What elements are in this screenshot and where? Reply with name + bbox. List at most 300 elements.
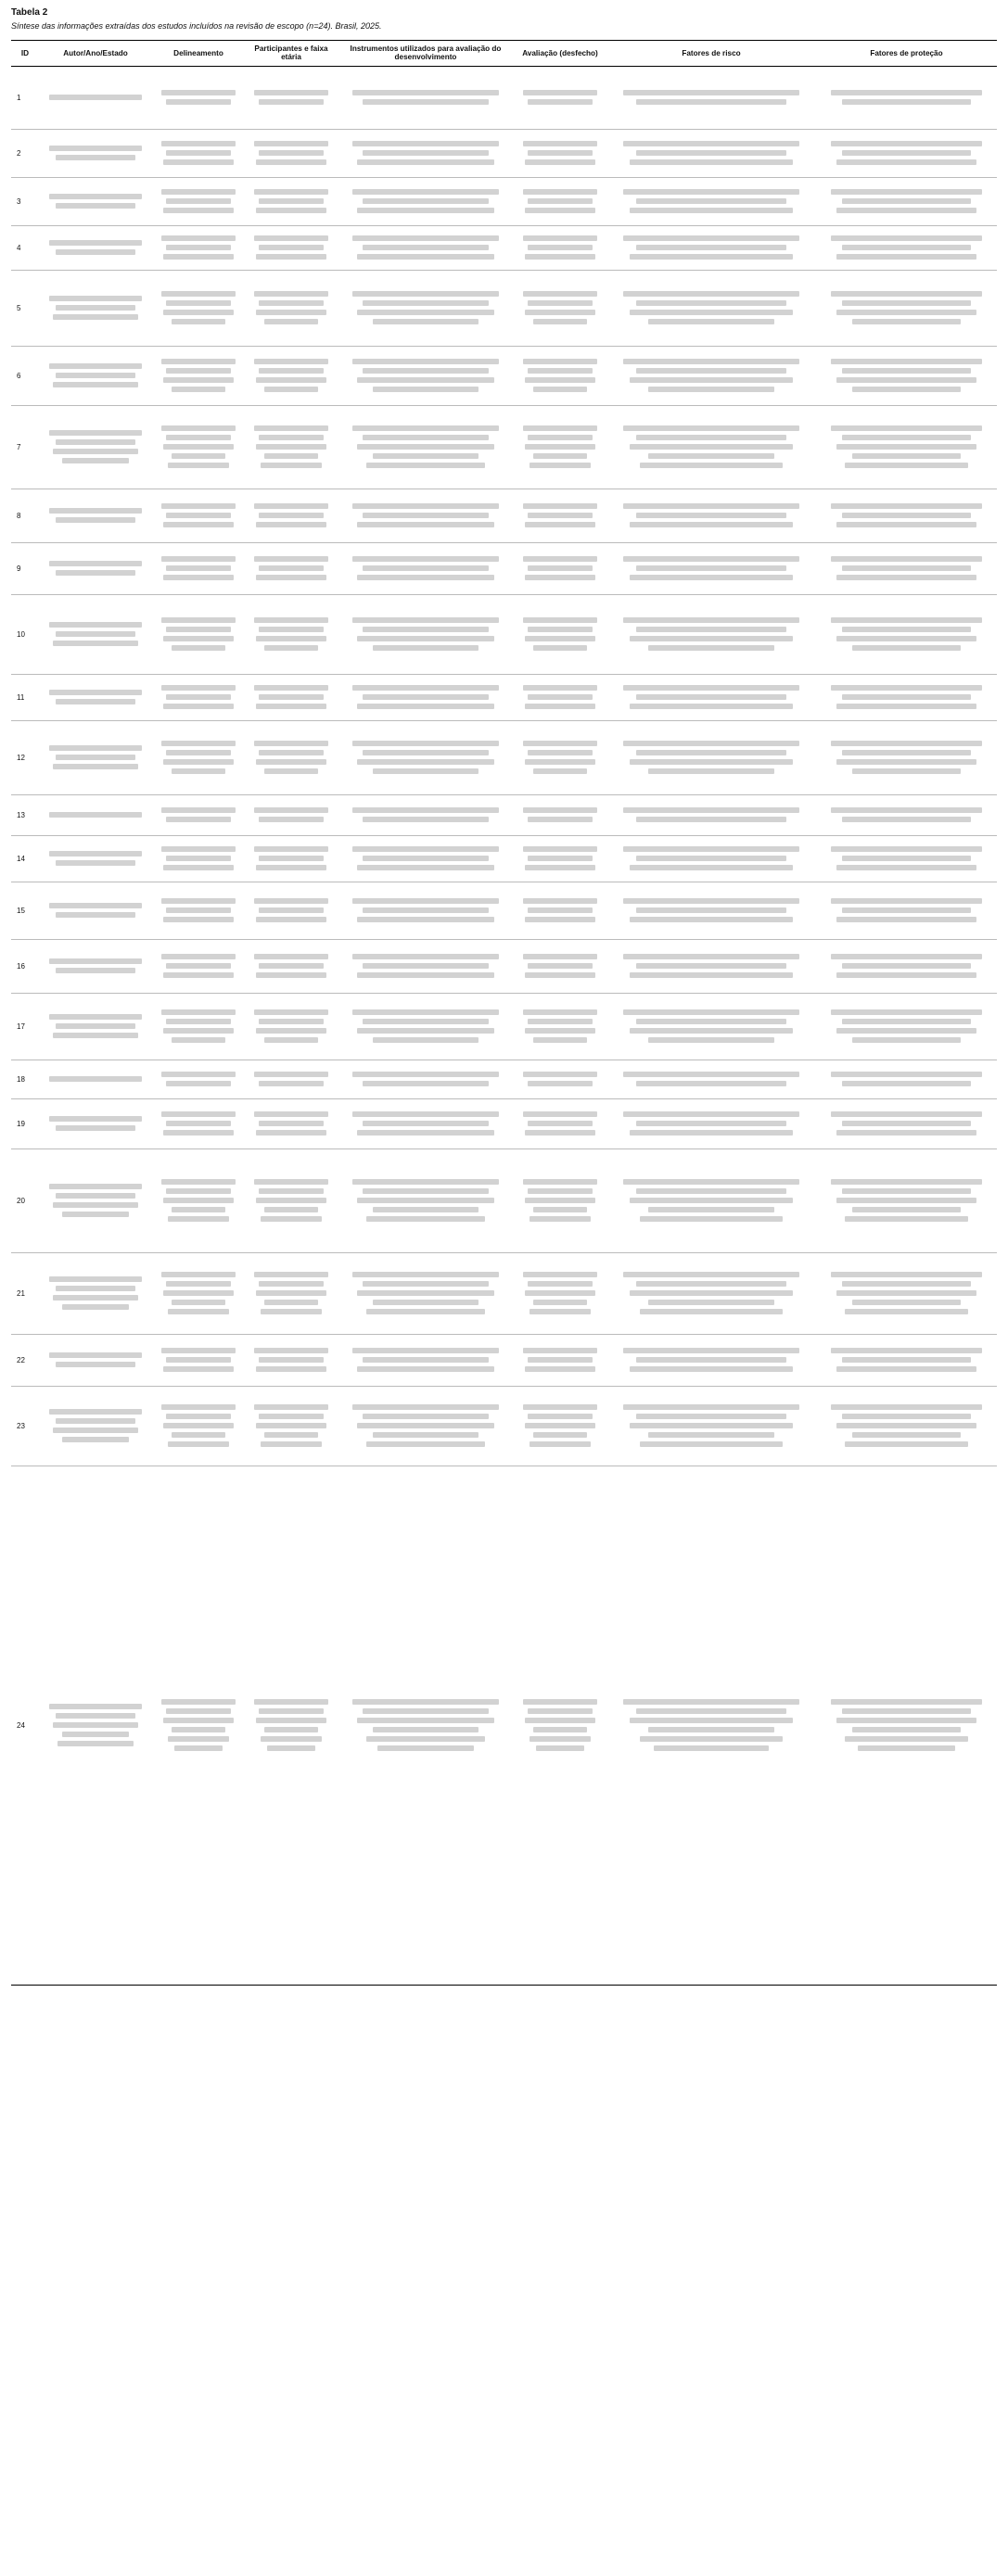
cell-author [39,720,152,794]
placeholder-line [357,759,493,765]
placeholder-line [352,1404,499,1410]
placeholder-line [163,310,233,315]
placeholder-line [163,865,233,870]
placeholder-line [352,1009,499,1015]
placeholder-line [842,963,972,969]
text-placeholder [819,616,994,652]
table-row [11,1098,997,1148]
cell-design [152,177,245,225]
placeholder-line [264,645,318,651]
placeholder-line [845,1736,967,1742]
text-placeholder [42,1115,149,1132]
cell-design [152,1334,245,1386]
text-placeholder [340,1110,511,1136]
cell-outcome [514,993,606,1060]
cell-author [39,794,152,835]
placeholder-line [845,1441,967,1447]
text-placeholder [42,621,149,647]
text-placeholder [609,1698,813,1752]
cell-participants [245,1252,338,1334]
cell-protective-factors [816,1060,997,1098]
header-design: Delineamento [152,41,245,67]
text-placeholder [819,684,994,710]
placeholder-line [357,208,493,213]
placeholder-line [636,694,787,700]
placeholder-line [363,198,489,204]
header-participants: Participantes e faixa etária [245,41,338,67]
placeholder-line [166,856,231,861]
text-placeholder [819,89,994,106]
table-row [11,1060,997,1098]
placeholder-line [56,1125,135,1131]
text-placeholder [155,1698,242,1752]
placeholder-line [56,699,135,704]
placeholder-line [62,1437,129,1442]
placeholder-line [528,435,593,440]
cell-protective-factors [816,720,997,794]
cell-id: 24 [11,1466,39,1985]
placeholder-line [259,1019,324,1024]
cell-protective-factors [816,405,997,489]
placeholder-line [836,575,976,580]
placeholder-line [528,1281,593,1287]
placeholder-line [161,954,236,959]
placeholder-line [161,617,236,623]
text-placeholder [340,616,511,652]
placeholder-line [259,1414,324,1419]
text-placeholder [42,689,149,705]
placeholder-line [56,1193,135,1199]
placeholder-line [852,1727,961,1732]
placeholder-line [636,1414,787,1419]
placeholder-line [842,627,972,632]
placeholder-line [648,1037,774,1043]
placeholder-line [254,1404,329,1410]
text-placeholder [340,740,511,775]
text-placeholder [248,1403,335,1448]
placeholder-line [636,150,787,156]
placeholder-line [352,1179,499,1185]
cell-outcome [514,225,606,270]
text-placeholder [609,616,813,652]
text-placeholder [819,1110,994,1136]
cell-id: 5 [11,270,39,346]
placeholder-line [623,189,798,195]
text-placeholder [340,235,511,260]
placeholder-line [357,254,493,260]
cell-author [39,1334,152,1386]
text-placeholder [248,1347,335,1373]
placeholder-line [166,817,231,822]
cell-risk-factors [606,1466,816,1985]
placeholder-line [523,141,598,146]
placeholder-line [254,141,329,146]
cell-design [152,1386,245,1466]
text-placeholder [340,188,511,214]
table-row [11,835,997,882]
text-placeholder [42,1275,149,1311]
placeholder-line [852,1432,961,1438]
placeholder-line [831,846,982,852]
text-placeholder [42,560,149,577]
placeholder-line [852,1300,961,1305]
text-placeholder [819,358,994,393]
placeholder-line [377,1745,473,1751]
placeholder-line [256,1198,325,1203]
text-placeholder [609,290,813,325]
placeholder-line [352,291,499,297]
text-placeholder [609,1178,813,1223]
placeholder-line [259,627,324,632]
placeholder-line [528,150,593,156]
placeholder-line [166,565,231,571]
placeholder-line [254,1179,329,1185]
placeholder-line [174,1745,223,1751]
cell-instruments [338,225,514,270]
placeholder-line [525,310,594,315]
cell-outcome [514,1098,606,1148]
placeholder-line [161,898,236,904]
placeholder-line [528,1081,593,1086]
placeholder-line [636,1019,787,1024]
cell-author [39,66,152,129]
placeholder-line [623,1111,798,1117]
text-placeholder [42,193,149,209]
placeholder-line [168,463,229,468]
cell-id: 19 [11,1098,39,1148]
placeholder-line [264,1300,318,1305]
placeholder-line [49,430,142,436]
placeholder-line [852,1207,961,1212]
cell-outcome [514,794,606,835]
studies-table [11,40,997,1986]
cell-risk-factors [606,66,816,129]
placeholder-line [525,704,594,709]
placeholder-line [845,1216,967,1222]
cell-id: 8 [11,489,39,542]
cell-protective-factors [816,835,997,882]
placeholder-line [254,1699,329,1705]
placeholder-line [49,1409,142,1415]
placeholder-line [256,865,325,870]
cell-outcome [514,594,606,674]
placeholder-line [366,1216,486,1222]
cell-instruments [338,1060,514,1098]
text-placeholder [248,1271,335,1315]
placeholder-line [172,1207,225,1212]
cell-instruments [338,594,514,674]
cell-author [39,835,152,882]
placeholder-line [352,425,499,431]
text-placeholder [155,1009,242,1044]
placeholder-line [62,458,129,463]
cell-risk-factors [606,882,816,939]
placeholder-line [259,817,324,822]
cell-risk-factors [606,225,816,270]
placeholder-line [49,903,142,908]
table-row [11,66,997,129]
placeholder-line [533,453,587,459]
cell-author [39,1386,152,1466]
placeholder-line [845,1309,967,1314]
cell-participants [245,346,338,405]
placeholder-line [640,1309,783,1314]
placeholder-line [172,453,225,459]
cell-protective-factors [816,129,997,177]
text-placeholder [819,1271,994,1315]
cell-author [39,1060,152,1098]
placeholder-line [842,368,972,374]
placeholder-line [831,189,982,195]
table-row [11,270,997,346]
placeholder-line [842,435,972,440]
cell-outcome [514,1060,606,1098]
placeholder-line [256,1366,325,1372]
placeholder-line [49,745,142,751]
placeholder-line [654,1745,768,1751]
placeholder-line [842,1708,972,1714]
placeholder-line [630,704,793,709]
placeholder-line [363,963,489,969]
placeholder-line [523,425,598,431]
table-row [11,674,997,720]
placeholder-line [254,954,329,959]
cell-author [39,489,152,542]
placeholder-line [630,1366,793,1372]
placeholder-line [363,1708,489,1714]
placeholder-line [525,1130,594,1136]
cell-id: 13 [11,794,39,835]
placeholder-line [256,759,325,765]
cell-design [152,882,245,939]
cell-design [152,225,245,270]
text-placeholder [155,845,242,871]
placeholder-line [636,1188,787,1194]
text-placeholder [155,953,242,979]
placeholder-line [357,1423,493,1428]
text-placeholder [819,555,994,581]
placeholder-line [845,463,967,468]
placeholder-line [161,1699,236,1705]
placeholder-line [842,1121,972,1126]
placeholder-line [523,898,598,904]
cell-participants [245,720,338,794]
text-placeholder [155,897,242,923]
placeholder-line [363,150,489,156]
placeholder-line [254,359,329,364]
placeholder-line [163,1290,233,1296]
placeholder-line [530,1736,591,1742]
text-placeholder [340,806,511,823]
text-placeholder [609,953,813,979]
placeholder-line [172,319,225,324]
placeholder-line [852,768,961,774]
placeholder-line [267,1745,316,1751]
text-placeholder [517,1347,604,1373]
placeholder-line [636,1081,787,1086]
text-placeholder [248,1071,335,1087]
placeholder-line [523,1348,598,1353]
placeholder-line [161,503,236,509]
placeholder-line [630,917,793,922]
text-placeholder [819,502,994,528]
placeholder-line [259,368,324,374]
placeholder-line [161,425,236,431]
text-placeholder [42,1013,149,1039]
placeholder-line [523,685,598,691]
placeholder-line [259,1281,324,1287]
placeholder-line [648,768,774,774]
placeholder-line [363,435,489,440]
text-placeholder [340,897,511,923]
text-placeholder [248,1009,335,1044]
placeholder-line [352,556,499,562]
placeholder-line [256,704,325,709]
placeholder-line [836,1366,976,1372]
placeholder-line [640,1441,783,1447]
text-placeholder [819,1698,994,1752]
text-placeholder [155,616,242,652]
placeholder-line [56,305,135,311]
placeholder-line [352,359,499,364]
placeholder-line [256,575,325,580]
cell-id: 12 [11,720,39,794]
text-placeholder [42,1075,149,1083]
placeholder-line [836,1028,976,1034]
text-placeholder [42,507,149,524]
placeholder-line [852,1037,961,1043]
text-placeholder [248,1110,335,1136]
placeholder-line [56,1713,135,1719]
placeholder-line [623,846,798,852]
text-placeholder [517,953,604,979]
placeholder-line [352,90,499,95]
placeholder-line [259,1357,324,1363]
cell-design [152,835,245,882]
cell-id: 17 [11,993,39,1060]
text-placeholder [155,140,242,166]
placeholder-line [842,750,972,755]
cell-id: 4 [11,225,39,270]
placeholder-line [636,300,787,306]
cell-design [152,129,245,177]
placeholder-line [264,1037,318,1043]
placeholder-line [525,444,594,450]
cell-author [39,939,152,993]
placeholder-line [842,856,972,861]
cell-participants [245,270,338,346]
cell-risk-factors [606,835,816,882]
cell-instruments [338,1466,514,1985]
placeholder-line [254,291,329,297]
placeholder-line [254,235,329,241]
cell-participants [245,882,338,939]
placeholder-line [53,449,139,454]
placeholder-line [259,435,324,440]
cell-protective-factors [816,674,997,720]
text-placeholder [819,235,994,260]
cell-risk-factors [606,1098,816,1148]
text-placeholder [340,555,511,581]
text-placeholder [517,425,604,469]
placeholder-line [528,1357,593,1363]
placeholder-line [523,1404,598,1410]
placeholder-line [254,189,329,195]
placeholder-line [630,972,793,978]
cell-outcome [514,720,606,794]
placeholder-line [352,1111,499,1117]
text-placeholder [819,845,994,871]
placeholder-line [259,856,324,861]
cell-design [152,66,245,129]
placeholder-line [528,245,593,250]
text-placeholder [609,1403,813,1448]
placeholder-line [636,627,787,632]
cell-instruments [338,1098,514,1148]
cell-author [39,225,152,270]
placeholder-line [264,1207,318,1212]
placeholder-line [525,1366,594,1372]
placeholder-line [630,1198,793,1203]
placeholder-line [259,694,324,700]
cell-author [39,1252,152,1334]
placeholder-line [49,1276,142,1282]
placeholder-line [166,513,231,518]
cell-risk-factors [606,939,816,993]
cell-author [39,993,152,1060]
placeholder-line [163,208,233,213]
placeholder-line [49,812,142,818]
placeholder-line [352,1272,499,1277]
placeholder-line [62,1304,129,1310]
cell-author [39,594,152,674]
text-placeholder [340,953,511,979]
placeholder-line [357,1198,493,1203]
placeholder-line [363,907,489,913]
placeholder-line [357,704,493,709]
placeholder-line [161,1272,236,1277]
placeholder-line [161,741,236,746]
placeholder-line [53,1033,139,1038]
placeholder-line [56,912,135,918]
placeholder-line [166,368,231,374]
cell-outcome [514,405,606,489]
text-placeholder [340,358,511,393]
placeholder-line [836,1290,976,1296]
placeholder-line [163,159,233,165]
placeholder-line [523,1072,598,1077]
text-placeholder [340,1347,511,1373]
placeholder-line [533,645,587,651]
text-placeholder [248,897,335,923]
placeholder-line [49,1014,142,1020]
placeholder-line [163,1423,233,1428]
placeholder-line [357,1366,493,1372]
cell-author [39,177,152,225]
text-placeholder [155,555,242,581]
placeholder-line [256,917,325,922]
placeholder-line [528,817,593,822]
text-placeholder [248,140,335,166]
placeholder-line [831,1404,982,1410]
placeholder-line [636,963,787,969]
placeholder-line [623,425,798,431]
text-placeholder [819,953,994,979]
placeholder-line [623,741,798,746]
cell-design [152,1252,245,1334]
cell-participants [245,1148,338,1252]
table-row [11,882,997,939]
